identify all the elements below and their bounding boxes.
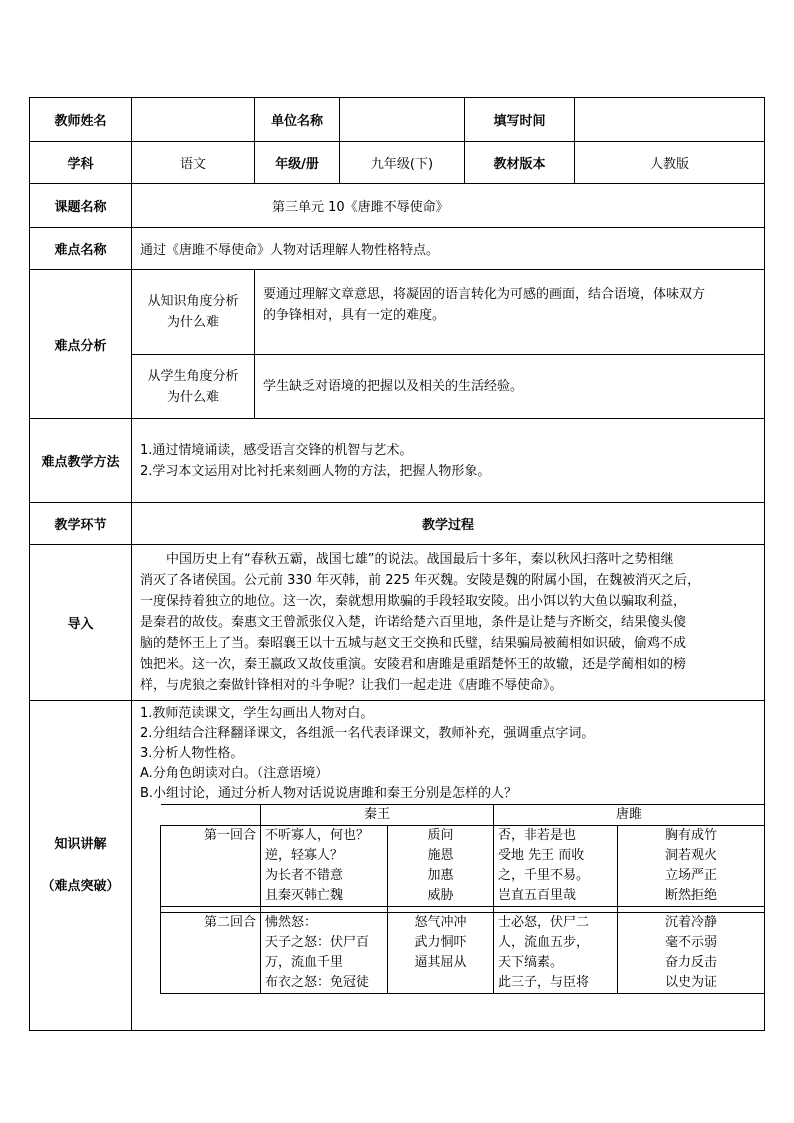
round1-qin-trait: 威胁 xyxy=(427,888,454,903)
round2-qin-word: 天子之怒：伏尸百 xyxy=(265,935,370,950)
knowledge-item: 2.分组结合注释翻译课文，各组派一名代表译课文，教师补充，强调重点字词。 xyxy=(140,726,595,741)
intro-text xyxy=(132,545,765,701)
knowledge-label xyxy=(30,701,132,1031)
teacher-name-label: 教师姓名 xyxy=(30,98,132,142)
knowledge-angle-label-line: 为什么难 xyxy=(166,315,219,330)
round1-qin-trait: 质问 xyxy=(427,828,454,843)
round2-tang-traits xyxy=(618,913,765,994)
knowledge-item: A.分角色朗读对白。（注意语境） xyxy=(140,766,329,781)
knowledge-item: 1.教师范读课文，学生勾画出人物对白。 xyxy=(140,706,374,721)
round2-tang-trait: 毫不示弱 xyxy=(665,935,718,950)
fill-time-label: 填写时间 xyxy=(465,98,575,142)
round2-label: 第二回合 xyxy=(161,913,261,994)
round2-tang-trait: 沉着冷静 xyxy=(665,915,718,930)
knowledge-content xyxy=(132,701,765,1031)
round1-tang-word: 受地 先王 而收 xyxy=(498,848,585,863)
round2-qin-trait: 逼其屈从 xyxy=(414,955,467,970)
tang-header: 唐雎 xyxy=(494,805,765,826)
unit-name-value[interactable] xyxy=(340,98,465,142)
round2-tang-word: 人，流血五步， xyxy=(498,935,590,950)
round2-qin-trait: 武力恫吓 xyxy=(414,935,467,950)
round1-qin-word: 且秦灭韩亡魏 xyxy=(265,888,344,903)
round1-tang-traits xyxy=(618,826,765,907)
round1-qin-words xyxy=(261,826,388,907)
intro-line: 脑的楚怀王上了当。秦昭襄王以十五城与赵文王交换和氏璧，结果骗局被蔺相如识破，偷鸡不成 xyxy=(140,636,687,651)
round1-label: 第一回合 xyxy=(161,826,261,907)
grade-label: 年级/册 xyxy=(255,142,340,184)
round1-tang-trait: 洞若观火 xyxy=(665,848,718,863)
round2-qin-traits xyxy=(388,913,494,994)
knowledge-label-line: （难点突破） xyxy=(41,878,120,894)
knowledge-label-line: 知识讲解 xyxy=(54,836,107,852)
round2-tang-word: 士必怒，伏尸二 xyxy=(498,915,590,930)
dialogue-rounds-table xyxy=(160,804,765,994)
teacher-name-value[interactable] xyxy=(132,98,255,142)
round1-qin-word: 不听寡人，何也？ xyxy=(265,828,370,843)
intro-line: 是秦君的故伎。秦惠文王曾派张仪入楚，许诺给楚六百里地，条件是让楚与齐断交，结果傻头傻 xyxy=(140,615,687,630)
round2-tang-words xyxy=(494,913,618,994)
student-angle-text: 学生缺乏对语境的把握以及相关的生活经验。 xyxy=(255,355,765,419)
round1-qin-trait: 加惠 xyxy=(427,868,454,883)
intro-line: 消灭了各诸侯国。公元前 330 年灭韩，前 225 年灭魏。安陵是魏的附属小国，在魏被消灭之后， xyxy=(140,573,701,588)
intro-line: 蚀把米。这一次，秦王嬴政又故伎重演。安陵君和唐雎是重蹈楚怀王的故辙，还是学蔺相如的榜 xyxy=(140,657,687,672)
knowledge-item: B.小组讨论，通过分析人物对话说说唐雎和秦王分别是怎样的人？ xyxy=(140,786,518,801)
student-angle-label-line: 为什么难 xyxy=(166,389,219,405)
round2-tang-word: 天下缟素。 xyxy=(498,955,564,970)
round1-qin-traits xyxy=(388,826,494,907)
round1-tang-word: 否，非若是也 xyxy=(498,828,577,843)
qin-header: 秦王 xyxy=(261,805,494,826)
unit-name-label: 单位名称 xyxy=(255,98,340,142)
student-angle-label xyxy=(132,355,255,419)
rounds-header-empty xyxy=(161,805,261,826)
method-item: 1.通过情境诵读，感受语言交锋的机智与艺术。 xyxy=(140,442,413,458)
round2-tang-trait: 以史为证 xyxy=(665,975,718,990)
textbook-value: 人教版 xyxy=(575,142,765,184)
round2-tang-trait: 奋力反击 xyxy=(665,955,718,970)
intro-label: 导入 xyxy=(30,545,132,701)
knowledge-angle-text xyxy=(255,270,765,355)
difficulty-name-value: 通过《唐雎不辱使命》人物对话理解人物性格特点。 xyxy=(132,228,765,270)
method-item: 2.学习本文运用对比衬托来刻画人物的方法，把握人物形象。 xyxy=(140,463,491,479)
lesson-title-value: 第三单元 10《唐雎不辱使命》 xyxy=(132,184,765,228)
method-list xyxy=(132,419,765,503)
round2-qin-word: 布衣之怒：免冠徒 xyxy=(265,975,370,990)
textbook-label: 教材版本 xyxy=(465,142,575,184)
fill-time-value[interactable] xyxy=(575,98,765,142)
round1-qin-word: 逆，轻寡人？ xyxy=(265,848,344,863)
round1-tang-trait: 断然拒绝 xyxy=(665,888,718,903)
subject-label: 学科 xyxy=(30,142,132,184)
process-label: 教学过程 xyxy=(132,503,765,545)
intro-line: 一度保持着独立的地位。这一次，秦就想用欺骗的手段轻取安陵。出小饵以钓大鱼以骗取利益， xyxy=(140,594,687,609)
round1-qin-trait: 施恩 xyxy=(427,848,454,863)
lesson-plan-table xyxy=(29,97,765,1031)
knowledge-angle-label-line: 从知识角度分析 xyxy=(147,294,239,309)
subject-value: 语文 xyxy=(132,142,255,184)
knowledge-angle-text-line: 的争锋相对，具有一定的难度。 xyxy=(263,308,446,323)
knowledge-angle-text-line: 要通过理解文章意思，将凝固的语言转化为可感的画面，结合语境，体味双方 xyxy=(263,287,706,302)
knowledge-angle-label xyxy=(132,270,255,355)
round1-tang-word: 岂直五百里哉 xyxy=(498,888,577,903)
knowledge-item: 3.分析人物性格。 xyxy=(140,746,244,761)
round1-qin-word: 为长者不错意 xyxy=(265,868,344,883)
stage-label: 教学环节 xyxy=(30,503,132,545)
round2-tang-word: 此三子，与臣将 xyxy=(498,975,590,990)
lesson-title-label: 课题名称 xyxy=(30,184,132,228)
round2-qin-word: 万，流血千里 xyxy=(265,955,344,970)
round1-tang-trait: 胸有成竹 xyxy=(665,828,718,843)
round1-tang-word: 之，千里不易。 xyxy=(498,868,590,883)
round1-tang-words xyxy=(494,826,618,907)
method-label: 难点教学方法 xyxy=(30,419,132,503)
round2-qin-trait: 怒气冲冲 xyxy=(414,915,467,930)
grade-value: 九年级(下) xyxy=(340,142,465,184)
round2-qin-word: 怫然怒： xyxy=(265,915,318,930)
difficulty-name-label: 难点名称 xyxy=(30,228,132,270)
round2-qin-words xyxy=(261,913,388,994)
intro-line: 样，与虎狼之秦做针锋相对的斗争呢？让我们一起走进《唐雎不辱使命》。 xyxy=(140,678,563,693)
intro-line: 中国历史上有“春秋五霸，战国七雄”的说法。战国最后十多年，秦以秋风扫落叶之势相继 xyxy=(166,552,674,567)
difficulty-analysis-label: 难点分析 xyxy=(30,270,132,419)
student-angle-label-line: 从学生角度分析 xyxy=(147,368,239,384)
round1-tang-trait: 立场严正 xyxy=(665,868,718,883)
